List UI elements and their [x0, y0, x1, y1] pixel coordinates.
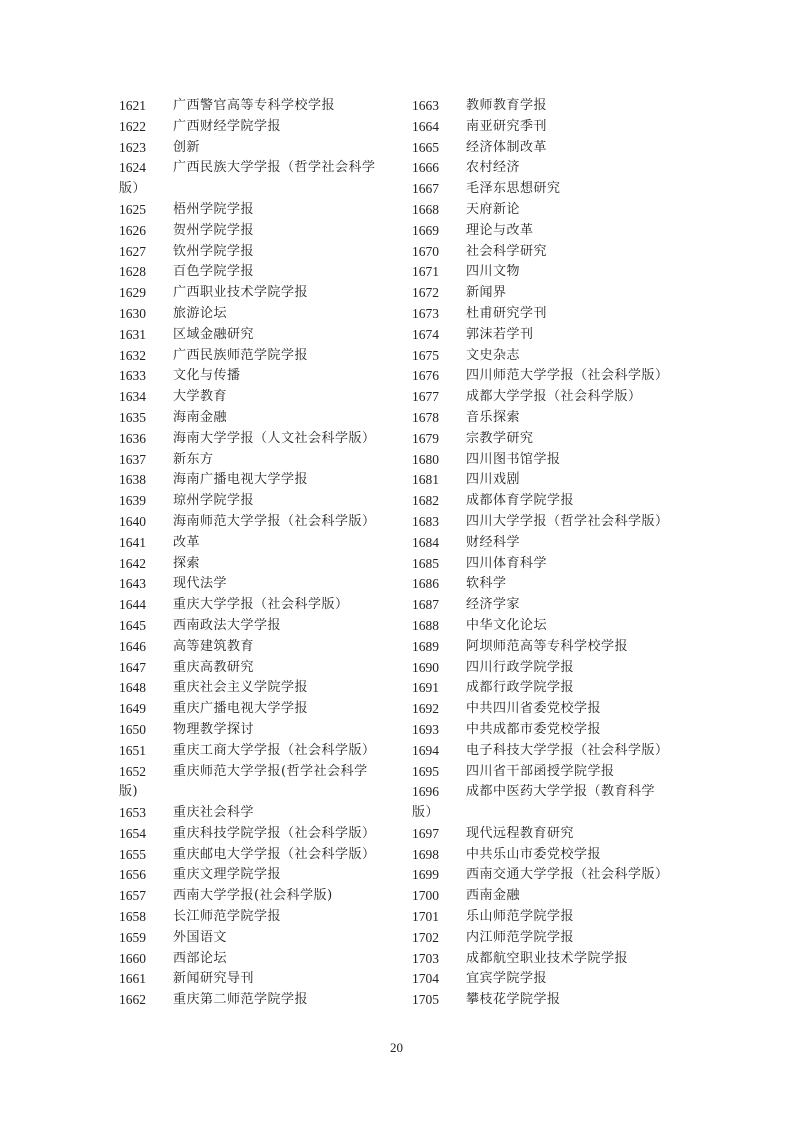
journal-name: 乐山师范学院学报 — [466, 909, 575, 925]
journal-name: 经济体制改革 — [466, 139, 548, 155]
list-item — [412, 304, 687, 325]
list-item — [412, 637, 687, 658]
entry-number: 1642 — [119, 555, 146, 571]
list-item — [119, 283, 404, 304]
list-item — [412, 470, 687, 491]
entry-number: 1659 — [119, 929, 146, 945]
list-item — [119, 928, 404, 949]
list-item — [119, 512, 404, 533]
entry-number: 1695 — [412, 763, 439, 779]
entry-number: 1667 — [412, 181, 439, 197]
entry-number: 1632 — [119, 347, 146, 363]
entry-number: 1689 — [412, 638, 439, 654]
journal-name: 贺州学院学报 — [173, 222, 255, 238]
journal-name: 四川省干部函授学院学报 — [466, 763, 615, 779]
right-column — [412, 96, 687, 1011]
entry-number: 1655 — [119, 846, 146, 862]
entry-number: 1656 — [119, 867, 146, 883]
journal-name: 理论与改革 — [466, 222, 534, 238]
journal-name: 电子科技大学学报（社会科学版） — [466, 742, 669, 758]
list-item — [412, 762, 687, 783]
entry-number: 1676 — [412, 368, 439, 384]
list-item — [119, 117, 404, 138]
entry-number: 1634 — [119, 389, 146, 405]
journal-name: 海南大学学报（人文社会科学版） — [173, 430, 376, 446]
list-item — [119, 741, 404, 762]
entry-number: 1670 — [412, 243, 439, 259]
entry-number: 1637 — [119, 451, 146, 467]
list-item — [119, 886, 404, 907]
journal-name: 成都体育学院学报 — [466, 493, 575, 509]
list-item — [412, 554, 687, 575]
list-item — [119, 803, 404, 824]
list-item — [119, 574, 404, 595]
list-item — [412, 491, 687, 512]
entry-number: 1638 — [119, 472, 146, 488]
list-item — [412, 262, 687, 283]
journal-name: 重庆工商大学学报（社会科学版） — [173, 742, 376, 758]
entry-number: 1665 — [412, 139, 439, 155]
journal-name: 四川体育科学 — [466, 555, 548, 571]
journal-name: 天府新论 — [466, 201, 521, 217]
journal-name: 成都中医药大学学报（教育科学 — [466, 784, 656, 800]
entry-number: 1691 — [412, 680, 439, 696]
list-item — [412, 865, 687, 886]
entry-number: 1672 — [412, 285, 439, 301]
journal-name: 广西警官高等专科学校学报 — [173, 98, 336, 113]
list-item — [412, 221, 687, 242]
journal-name-continuation: 版） — [412, 805, 440, 821]
entry-number: 1660 — [119, 950, 146, 966]
list-item — [412, 678, 687, 699]
list-item — [119, 699, 404, 720]
entry-number: 1661 — [119, 971, 146, 987]
list-item — [119, 762, 404, 783]
journal-name: 重庆高教研究 — [173, 659, 255, 675]
list-item — [412, 366, 687, 387]
journal-name: 毛泽东思想研究 — [466, 181, 561, 197]
list-item — [412, 741, 687, 762]
list-item — [119, 907, 404, 928]
journal-name: 长江师范学院学报 — [173, 909, 282, 925]
list-item — [119, 262, 404, 283]
entry-number: 1636 — [119, 430, 146, 446]
journal-name: 重庆社会主义学院学报 — [173, 680, 309, 696]
journal-name: 内江师范学院学报 — [466, 929, 575, 945]
entry-number: 1624 — [119, 160, 146, 176]
journal-name: 现代远程教育研究 — [466, 825, 575, 841]
list-item — [119, 678, 404, 699]
list-item — [119, 845, 404, 866]
list-item — [119, 720, 404, 741]
journal-name: 郭沫若学刊 — [466, 326, 534, 342]
journal-name: 高等建筑教育 — [173, 638, 255, 654]
journal-name: 杜甫研究学刊 — [466, 305, 548, 321]
journal-name: 广西民族大学学报（哲学社会科学 — [173, 160, 376, 176]
list-item — [119, 450, 404, 471]
journal-name: 宗教学研究 — [466, 430, 534, 446]
entry-number: 1704 — [412, 971, 439, 987]
entry-number: 1677 — [412, 389, 439, 405]
entry-number: 1693 — [412, 721, 439, 737]
entry-number: 1663 — [412, 98, 439, 113]
journal-name: 广西财经学院学报 — [173, 118, 282, 134]
list-item — [119, 325, 404, 346]
journal-name: 社会科学研究 — [466, 243, 548, 259]
entry-number: 1654 — [119, 825, 146, 841]
entry-number: 1625 — [119, 201, 146, 217]
journal-name: 旅游论坛 — [173, 305, 228, 321]
journal-name: 外国语文 — [173, 929, 228, 945]
journal-name: 成都行政学院学报 — [466, 680, 575, 696]
left-column — [119, 96, 404, 1011]
journal-name: 重庆师范大学学报(哲学社会科学 — [173, 763, 368, 779]
journal-name: 西南政法大学学报 — [173, 617, 282, 633]
entry-number: 1622 — [119, 118, 146, 134]
entry-number: 1650 — [119, 721, 146, 737]
entry-number: 1683 — [412, 513, 439, 529]
entry-number: 1698 — [412, 846, 439, 862]
list-item — [119, 595, 404, 616]
entry-number: 1684 — [412, 534, 439, 550]
list-item — [119, 138, 404, 159]
journal-name: 教师教育学报 — [466, 98, 548, 113]
list-item — [119, 242, 404, 263]
list-item — [412, 429, 687, 450]
entry-number: 1639 — [119, 493, 146, 509]
list-item — [412, 595, 687, 616]
entry-number: 1702 — [412, 929, 439, 945]
list-item — [412, 886, 687, 907]
entry-number: 1701 — [412, 909, 439, 925]
entry-number: 1669 — [412, 222, 439, 238]
journal-name: 西南大学学报(社会科学版) — [173, 888, 333, 904]
entry-number: 1673 — [412, 305, 439, 321]
entry-number: 1647 — [119, 659, 146, 675]
journal-name: 成都大学学报（社会科学版） — [466, 389, 642, 405]
journal-name: 经济学家 — [466, 597, 521, 613]
list-item — [119, 491, 404, 512]
journal-name: 梧州学院学报 — [173, 201, 255, 217]
entry-number: 1652 — [119, 763, 146, 779]
journal-name: 重庆文理学院学报 — [173, 867, 282, 883]
journal-name: 重庆第二师范学院学报 — [173, 992, 309, 1008]
entry-number: 1694 — [412, 742, 439, 758]
journal-name: 南亚研究季刊 — [466, 118, 548, 134]
list-item — [119, 865, 404, 886]
entry-number: 1664 — [412, 118, 439, 134]
list-item — [119, 96, 404, 117]
entry-number: 1674 — [412, 326, 439, 342]
entry-number: 1666 — [412, 160, 439, 176]
journal-name: 广西职业技术学院学报 — [173, 285, 309, 301]
journal-name: 文史杂志 — [466, 347, 521, 363]
list-item — [119, 554, 404, 575]
list-item — [412, 658, 687, 679]
entry-number: 1631 — [119, 326, 146, 342]
journal-name: 文化与传播 — [173, 368, 241, 384]
journal-name: 成都航空职业技术学院学报 — [466, 950, 629, 966]
journal-name: 软科学 — [466, 576, 507, 592]
list-item — [412, 242, 687, 263]
journal-name: 创新 — [173, 139, 201, 155]
list-item — [119, 637, 404, 658]
entry-number: 1703 — [412, 950, 439, 966]
journal-name: 四川行政学院学报 — [466, 659, 575, 675]
list-item — [412, 720, 687, 741]
entry-number: 1648 — [119, 680, 146, 696]
journal-name: 区域金融研究 — [173, 326, 255, 342]
entry-number: 1630 — [119, 305, 146, 321]
entry-number: 1633 — [119, 368, 146, 384]
entry-number: 1682 — [412, 493, 439, 509]
journal-name: 阿坝师范高等专科学校学报 — [466, 638, 629, 654]
list-item — [412, 990, 687, 1011]
journal-name: 重庆大学学报（社会科学版） — [173, 597, 349, 613]
list-item — [412, 408, 687, 429]
list-item — [119, 221, 404, 242]
list-item — [412, 699, 687, 720]
journal-name: 广西民族师范学院学报 — [173, 347, 309, 363]
entry-number: 1690 — [412, 659, 439, 675]
entry-number: 1643 — [119, 576, 146, 592]
journal-name: 现代法学 — [173, 576, 228, 592]
entry-number: 1681 — [412, 472, 439, 488]
list-item — [119, 990, 404, 1011]
journal-name: 重庆科技学院学报（社会科学版） — [173, 825, 376, 841]
list-item — [412, 969, 687, 990]
journal-name: 新东方 — [173, 451, 214, 467]
list-item — [412, 200, 687, 221]
entry-number: 1651 — [119, 742, 146, 758]
list-item — [412, 325, 687, 346]
list-item — [119, 824, 404, 845]
entry-number: 1705 — [412, 992, 439, 1008]
journal-name: 钦州学院学报 — [173, 243, 255, 259]
list-item — [119, 429, 404, 450]
list-item — [412, 158, 687, 179]
journal-name: 攀枝花学院学报 — [466, 992, 561, 1008]
list-item — [412, 283, 687, 304]
journal-name: 琼州学院学报 — [173, 493, 255, 509]
page-number: 20 — [390, 1040, 403, 1055]
entry-number: 1688 — [412, 617, 439, 633]
entry-number: 1699 — [412, 867, 439, 883]
list-item — [412, 824, 687, 845]
list-item — [412, 782, 687, 803]
entry-number: 1649 — [119, 701, 146, 717]
list-item — [412, 533, 687, 554]
journal-name: 中华文化论坛 — [466, 617, 548, 633]
journal-name: 财经科学 — [466, 534, 521, 550]
journal-name: 海南师范大学学报（社会科学版） — [173, 513, 376, 529]
list-item — [412, 949, 687, 970]
list-item — [412, 138, 687, 159]
entry-number: 1645 — [119, 617, 146, 633]
journal-name: 海南金融 — [173, 409, 228, 425]
journal-name: 四川图书馆学报 — [466, 451, 561, 467]
entry-number: 1686 — [412, 576, 439, 592]
entry-number: 1687 — [412, 597, 439, 613]
journal-name: 四川文物 — [466, 264, 521, 280]
entry-number: 1629 — [119, 285, 146, 301]
list-item — [412, 179, 687, 200]
journal-name: 中共乐山市委党校学报 — [466, 846, 602, 862]
journal-name: 改革 — [173, 534, 201, 550]
list-item — [412, 96, 687, 117]
entry-number: 1685 — [412, 555, 439, 571]
list-item — [119, 470, 404, 491]
journal-name: 中共四川省委党校学报 — [466, 701, 602, 717]
entry-number: 1658 — [119, 909, 146, 925]
journal-name: 重庆邮电大学学报（社会科学版） — [173, 846, 376, 862]
journal-name: 农村经济 — [466, 160, 521, 176]
entry-number: 1641 — [119, 534, 146, 550]
journal-name: 重庆社会科学 — [173, 805, 255, 821]
entry-number: 1692 — [412, 701, 439, 717]
list-item — [119, 408, 404, 429]
entry-number: 1668 — [412, 201, 439, 217]
entry-number: 1621 — [119, 98, 146, 113]
list-item — [412, 346, 687, 367]
list-item — [412, 117, 687, 138]
list-item — [119, 304, 404, 325]
list-item — [119, 658, 404, 679]
entry-number: 1671 — [412, 264, 439, 280]
journal-name: 四川师范大学学报（社会科学版） — [466, 368, 669, 384]
list-item — [412, 450, 687, 471]
entry-number: 1697 — [412, 825, 439, 841]
entry-number: 1640 — [119, 513, 146, 529]
journal-name: 新闻界 — [466, 285, 507, 301]
journal-name: 新闻研究导刊 — [173, 971, 255, 987]
journal-name: 海南广播电视大学学报 — [173, 472, 309, 488]
list-item — [119, 533, 404, 554]
journal-name: 物理教学探讨 — [173, 721, 255, 737]
entry-number: 1653 — [119, 805, 146, 821]
list-item — [119, 346, 404, 367]
list-item — [119, 366, 404, 387]
journal-name-continuation: 版） — [119, 181, 147, 197]
journal-name: 中共成都市委党校学报 — [466, 721, 602, 737]
list-item — [412, 907, 687, 928]
entry-number: 1696 — [412, 784, 439, 800]
list-item — [119, 969, 404, 990]
journal-name: 大学教育 — [173, 389, 228, 405]
journal-name-continuation: 版) — [119, 784, 139, 800]
journal-name: 西部论坛 — [173, 950, 228, 966]
list-item — [412, 512, 687, 533]
entry-number: 1628 — [119, 264, 146, 280]
journal-name: 百色学院学报 — [173, 264, 255, 280]
entry-number: 1700 — [412, 888, 439, 904]
entry-number: 1646 — [119, 638, 146, 654]
journal-name: 四川戏剧 — [466, 472, 521, 488]
list-item — [412, 387, 687, 408]
entry-number: 1623 — [119, 139, 146, 155]
list-item — [412, 928, 687, 949]
entry-number: 1678 — [412, 409, 439, 425]
entry-number: 1644 — [119, 597, 146, 613]
entry-number: 1657 — [119, 888, 146, 904]
list-item — [119, 616, 404, 637]
list-item — [412, 574, 687, 595]
list-item — [119, 158, 404, 179]
entry-number: 1662 — [119, 992, 146, 1008]
journal-name: 重庆广播电视大学学报 — [173, 701, 309, 717]
list-item — [119, 949, 404, 970]
journal-name: 西南金融 — [466, 888, 521, 904]
journal-name: 四川大学学报（哲学社会科学版） — [466, 513, 669, 529]
list-item — [412, 616, 687, 637]
list-item — [119, 200, 404, 221]
journal-name: 宜宾学院学报 — [466, 971, 548, 987]
entry-number: 1626 — [119, 222, 146, 238]
entry-number: 1680 — [412, 451, 439, 467]
list-item — [412, 845, 687, 866]
entry-number: 1635 — [119, 409, 146, 425]
journal-name: 西南交通大学学报（社会科学版） — [466, 867, 669, 883]
journal-name: 音乐探索 — [466, 409, 521, 425]
entry-number: 1675 — [412, 347, 439, 363]
entry-number: 1679 — [412, 430, 439, 446]
list-item — [119, 387, 404, 408]
journal-name: 探索 — [173, 555, 201, 571]
entry-number: 1627 — [119, 243, 146, 259]
